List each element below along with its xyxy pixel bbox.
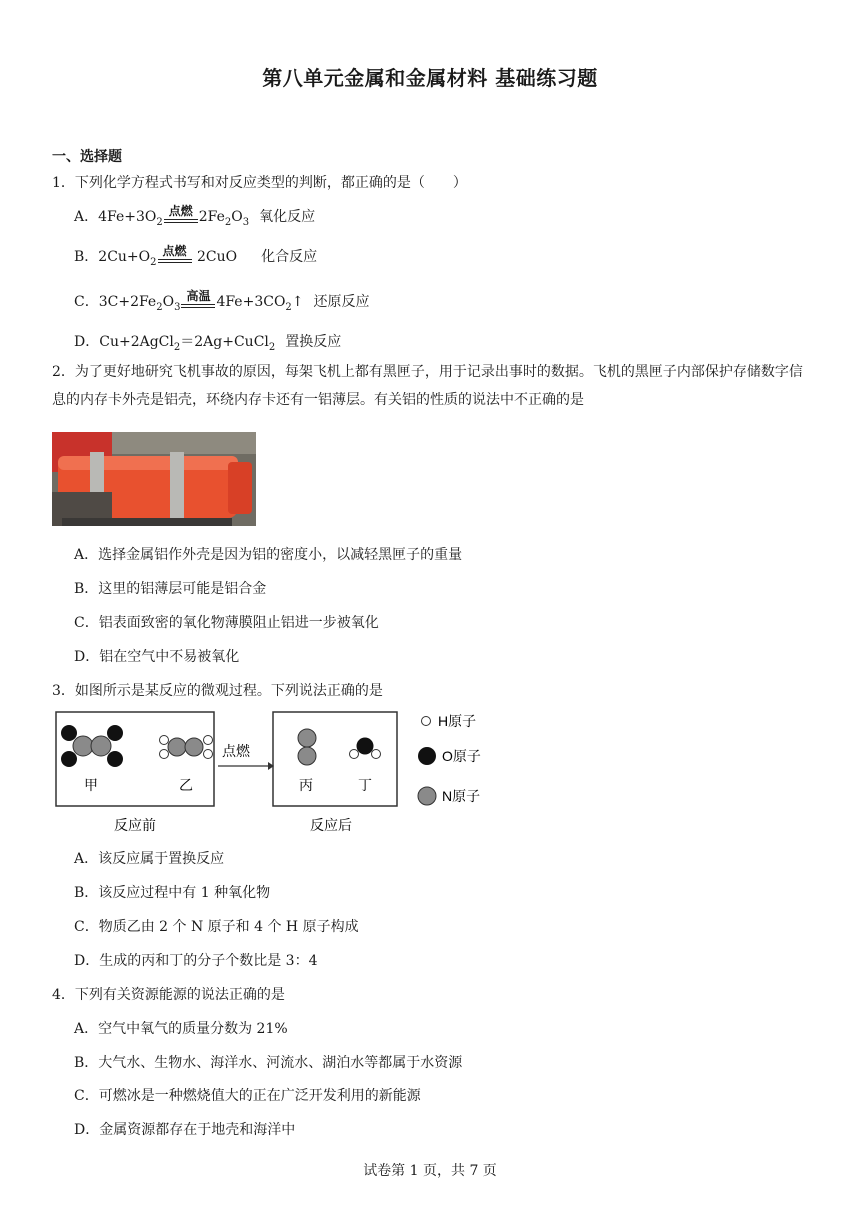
label-after-reaction: 反应后 [310,817,352,833]
molecule-ding [350,738,381,759]
arrow-condition-label: 点燃 [222,743,250,759]
q2-option-c: C．铝表面致密的氧化物薄膜阻止铝进一步被氧化 [74,615,379,631]
q3-option-b: B．该反应过程中有 1 种氧化物 [74,885,271,901]
page-title: 第八单元金属和金属材料 基础练习题 [262,66,598,90]
q1-option-d: D．Cu+2AgCl$_2$＝2Ag+CuCl$_2$ 置换反应 [74,334,342,353]
question-3-stem: 3．如图所示是某反应的微观过程。下列说法正确的是 [52,683,383,699]
reaction-diagram [52,706,512,844]
legend-o: O原子 [442,748,481,764]
q4-option-d: D．金属资源都存在于地壳和海洋中 [74,1122,296,1138]
question-1-stem: 1．下列化学方程式书写和对反应类型的判断，都正确的是（ ） [52,175,467,191]
label-before-reaction: 反应前 [114,817,156,833]
q4-option-a: A．空气中氧气的质量分数为 21% [74,1021,288,1037]
page-footer: 试卷第 1 页，共 7 页 [363,1163,497,1179]
label-yi: 乙 [179,777,193,793]
molecule-bing [298,729,316,765]
legend-h: H原子 [438,713,477,729]
question-4-stem: 4．下列有关资源能源的说法正确的是 [52,987,285,1003]
molecule-jia [61,725,123,767]
reaction-condition: 高温 [181,293,215,311]
legend-n: N原子 [442,788,481,804]
q2-option-a: A．选择金属铝作外壳是因为铝的密度小，以减轻黑匣子的重量 [74,547,463,563]
black-box-photo [52,432,256,526]
label-bing: 丙 [299,777,313,793]
q1-option-a: A．$4Fe+3O_2$ 点燃 $2Fe_2O_3$ 氧化反应 [74,204,316,228]
q3-option-c: C．物质乙由 2 个 N 原子和 4 个 H 原子构成 [74,919,359,935]
molecule-yi [160,736,213,759]
q1-option-b: B．$2Cu+O_2$ 点燃 2CuO 化合反应 [74,244,318,268]
reaction-condition: 点燃 [158,248,192,266]
reaction-condition: 点燃 [164,208,198,226]
label-ding: 丁 [358,777,372,793]
q4-option-b: B．大气水、生物水、海洋水、河流水、湖泊水等都属于水资源 [74,1055,463,1071]
section-heading: 一、选择题 [52,149,122,165]
label-jia: 甲 [84,777,98,793]
q1-option-c: C．$3C+2Fe_2O_3$ 高温 $4Fe+3CO_2↑$ 还原反应 [74,289,370,313]
q3-option-a: A．该反应属于置换反应 [74,851,225,867]
q4-option-c: C．可燃冰是一种燃烧值大的正在广泛开发利用的新能源 [74,1088,421,1104]
question-2-stem: 2．为了更好地研究飞机事故的原因，每架飞机上都有黑匣子，用于记录出事时的数据。飞机的黑匣子内部保护存储数字信息的内存卡外壳是铝壳，环绕内存卡还有一铝薄层。有关铝的性质的说法中不正确的是 [52,364,803,408]
q2-option-d: D．铝在空气中不易被氧化 [74,649,240,665]
legend [418,713,481,805]
q3-option-d: D．生成的丙和丁的分子个数比是 3：4 [74,953,318,969]
q2-option-b: B．这里的铝薄层可能是铝合金 [74,581,267,597]
